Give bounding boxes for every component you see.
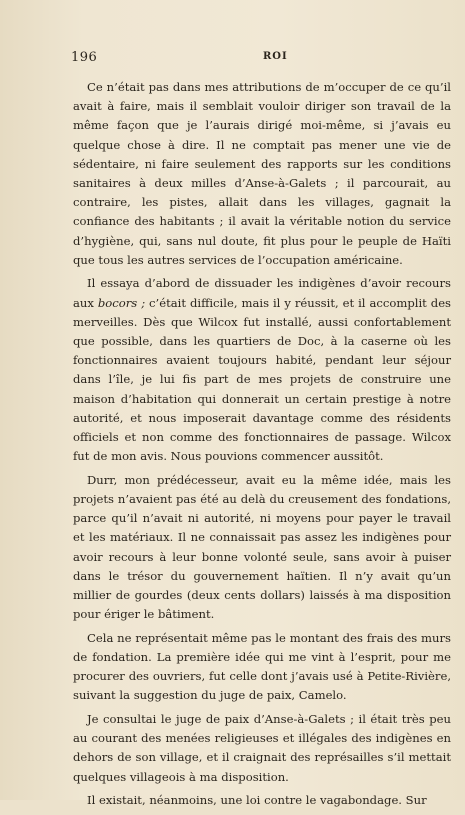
paragraph-6: Il existait, néanmoins, une loi contre le vagabondage. Sur	[87, 793, 427, 808]
page-number: 196	[71, 50, 98, 65]
paragraph-2-start: Il essaya d’abord de dissuader les indigènes d’avoir recours aux	[73, 276, 451, 310]
paragraph-1: Ce n’était pas dans mes attributions de m’occuper de ce qu’il avait à faire, mais il semblait vouloir diriger son travail de la même façon que je l’aurais dirigé moi-même, si j’avais eu quelque chose à dire. Il ne comptait pas mener une vie de sédentaire, ni faire seulement des rapports sur les conditions sanitaires à deux milles d’Anse-à-Galets ; il parcourait, au contraire, les pistes, allait dans les villages, gagnait la confiance des habitants ; il avait la véritable notion du service d’hygiène, qui, sans nul doute, fit plus pour le peuple de Haïti que tous les autres services de l’occupation américaine.	[73, 80, 451, 267]
paragraph-5: Je consultai le juge de paix d’Anse-à-Galets ; il était très peu au courant des menées religieuses et illégales des indigènes en dehors de son village, et il craignait des représailles s’il mettait quelques villageois à ma disposition.	[73, 712, 451, 784]
body-text	[73, 78, 451, 815]
paragraph-2	[73, 274, 451, 466]
page-header	[71, 50, 451, 68]
paragraph-4: Cela ne représentait même pas le montant des frais des murs de fondation. La première idée qui me vint à l’esprit, pour me procurer des ouvriers, fut celle dont j’avais usé à Petite-Rivière, suivant la suggestion du juge de paix, Camelo.	[73, 630, 451, 703]
paragraph-2-italic-term: bocors ;	[97, 295, 146, 310]
running-head: ROI	[263, 51, 288, 62]
paragraph-2-end: c’était difficile, mais il y réussit, et il accomplit des merveilles. Dès que Wilcox fut installé, aussi confortablement que possible, dans les quartiers de Doc, à la caserne où les fonctionnaires avaient toujours habité, pendant leur séjour dans l’île, je lui fis part de mes projets de construire une maison d’habitation qui donnerait un certain prestige à notre autorité, et nous imposerait davantage comme des résidents officiels et non comme des fonctionnaires de passage. Wilcox fut de mon avis. Nous pouvions commencer aussitôt.	[73, 295, 452, 464]
paragraph-3: Durr, mon prédécesseur, avait eu la même idée, mais les projets n’avaient pas été au delà du creusement des fondations, parce qu’il n’avait ni autorité, ni moyens pour payer le travail et les matériaux. Il ne connaissait pas assez les indigènes pour avoir recours à leur bonne volonté seule, sans avoir à puiser dans le trésor du gouvernement haïtien. Il n’y avait qu’un millier de gourdes (deux cents dollars) laissés à ma disposition pour ériger le bâtiment.	[73, 472, 451, 622]
